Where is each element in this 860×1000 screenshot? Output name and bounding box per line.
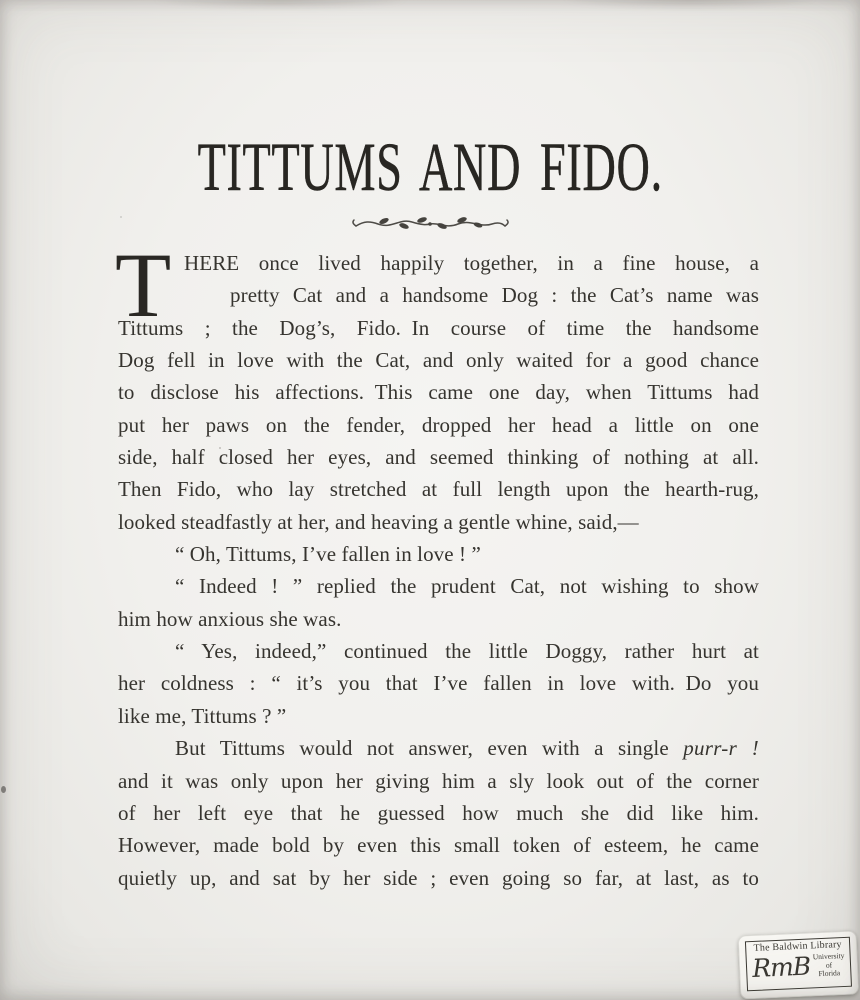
text-line: like me, Tittums ? ” [118,703,287,728]
library-stamp-monogram: RmB [751,951,811,984]
page-title: TITTUMS AND FIDO. [197,129,663,205]
scan-smudge [560,0,820,10]
text-line: “ Oh, Tittums, I’ve fallen in love ! ” [175,542,481,567]
library-stamp-university [813,952,846,979]
text-segment: But Tittums would not answer, even with a single [175,736,684,761]
library-stamp-university-line: of [825,960,833,970]
drop-cap: T [115,234,172,336]
italic-text-segment: purr-r ! [683,736,760,761]
text-line: and it was only upon her giving him a sly look out of the corner [118,768,759,793]
text-line: “ Yes, indeed,” continued the little Doggy, rather hurt at [175,639,759,664]
text-line: However, made bold by even this small token of esteem, he came [118,833,759,858]
library-stamp-border [745,937,852,992]
text-line: quietly up, and sat by her side ; even going so far, at last, as to [118,865,759,890]
text-line: to disclose his affections. This came one day, when Tittums had [118,380,759,405]
text-line: her coldness : “ it’s you that I’ve fallen in love with. Do you [118,671,759,696]
vine-flourish-icon [350,213,510,235]
ornament-row [0,213,860,235]
library-stamp-university-line: Florida [818,968,841,979]
story-text [115,234,760,894]
library-stamp-bottom-row [750,952,848,982]
text-line: side, half closed her eyes, and seemed thinking of nothing at all. [118,445,759,470]
library-stamp-title: The Baldwin Library [753,939,843,954]
library-stamp [738,930,860,999]
text-line: HERE once lived happily together, in a fine house, a [184,251,759,275]
text-line: Dog fell in love with the Cat, and only waited for a good chance [118,348,759,373]
page-title-row [0,129,860,205]
text-line [118,732,759,764]
text-line: Then Fido, who lay stretched at full length upon the hearth-rug, [118,477,759,502]
scan-smudge [150,0,410,10]
text-line: Tittums ; the Dog’s, Fido. In course of time the handsome [118,315,759,340]
text-line: him how anxious she was. [118,606,342,631]
text-line: “ Indeed ! ” replied the prudent Cat, not wishing to show [175,574,759,599]
text-line: of her left eye that he guessed how much she did like him. [118,800,759,825]
library-stamp-university-line: University [812,951,845,962]
text-line: put her paws on the fender, dropped her head a little on one [118,412,759,437]
text-line: pretty Cat and a handsome Dog : the Cat’s name was [230,283,759,308]
scan-speck [1,786,6,793]
text-line: looked steadfastly at her, and heaving a gentle whine, said,— [118,509,639,534]
